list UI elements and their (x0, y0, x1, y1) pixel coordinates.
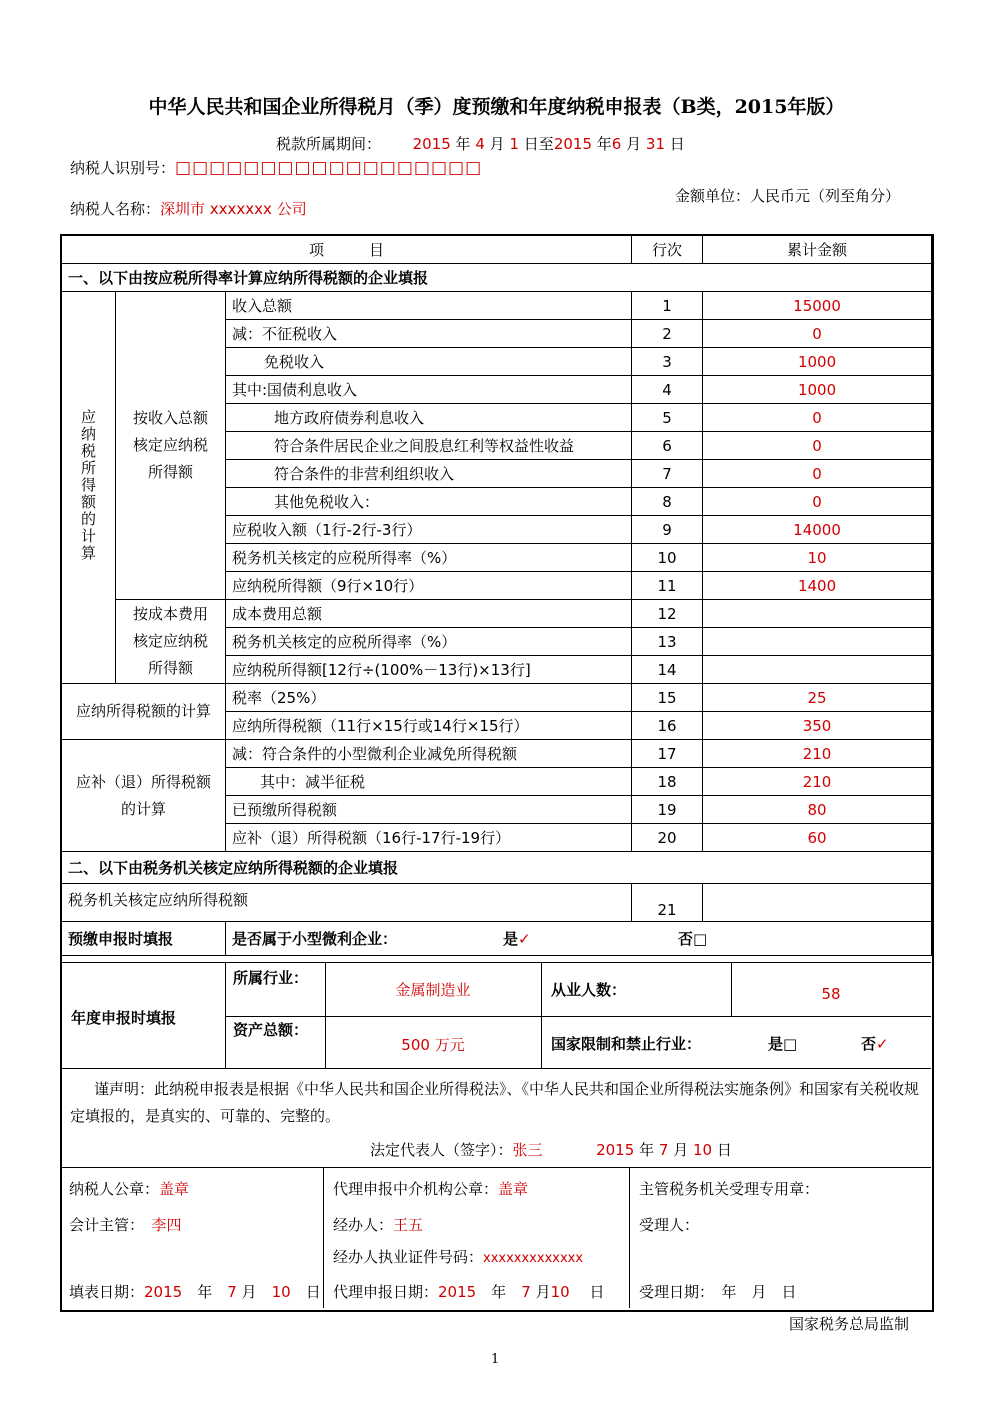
fill-date: 填表日期：2015 年 7 月 10 日 (69, 1283, 321, 1301)
amount-cell[interactable]: 1400 (703, 572, 932, 600)
industry-value[interactable]: 金属制造业 (395, 981, 471, 999)
row-label: 税务机关核定应纳所得税额 (62, 884, 632, 922)
table-row: 税务机关核定的应税所得率（%） 10 10 (62, 544, 932, 572)
row-label: 其中：减半征税 (226, 768, 632, 796)
table-row: 其中：减半征税 18 210 (62, 768, 932, 796)
amount-cell[interactable]: 0 (703, 488, 932, 516)
signature-section (61, 1167, 931, 1308)
sub-cost: 按成本费用核定应纳税所得额 (116, 600, 226, 684)
row-label: 减：不征税收入 (226, 320, 632, 348)
handler: 经办人：王五 (333, 1216, 424, 1234)
amount-cell[interactable] (703, 884, 932, 922)
table-row: 地方政府债券利息收入 5 0 (62, 404, 932, 432)
section2-title: 二、以下由税务机关核定应纳所得税额的企业填报 (62, 852, 932, 884)
assets-value[interactable]: 500 万元 (401, 1036, 465, 1054)
assets-label: 资产总额： (233, 1021, 309, 1039)
table-row: 符合条件的非营利组织收入 7 0 (62, 460, 932, 488)
accountant: 会计主管： 李四 (69, 1216, 182, 1234)
row-label: 减：符合条件的小型微利企业减免所得税额 (226, 740, 632, 768)
table-row: 其中:国债利息收入 4 1000 (62, 376, 932, 404)
check-icon: ✓ (518, 930, 531, 948)
supervision-note: 国家税务总局监制 (789, 1315, 910, 1333)
declaration-table (61, 235, 932, 956)
header-item: 项 目 (62, 236, 632, 264)
accountant-value[interactable]: 李四 (151, 1216, 182, 1234)
row-label: 其中:国债利息收入 (226, 376, 632, 404)
amount-cell[interactable]: 350 (703, 712, 932, 740)
amount-cell[interactable]: 15000 (703, 292, 932, 320)
taxpayer-name: 纳税人名称：深圳市 xxxxxxx 公司 (70, 200, 307, 218)
annual-section (61, 962, 931, 1069)
header-amount: 累计金额 (703, 236, 932, 264)
row-label: 符合条件居民企业之间股息红利等权益性收益 (226, 432, 632, 460)
amount-cell[interactable]: 1000 (703, 348, 932, 376)
group-refund: 应补（退）所得税额的计算 (62, 740, 226, 852)
table-row: 应纳所得税额（11行×15行或14行×15行） 16 350 (62, 712, 932, 740)
small-enterprise-no[interactable]: 否□ (678, 930, 708, 948)
amount-cell[interactable]: 0 (703, 432, 932, 460)
agent-date: 代理申报日期：2015 年 7 月10 日 (333, 1283, 605, 1301)
restricted-yes[interactable]: 是□ (768, 1035, 798, 1053)
row-label: 税务机关核定的应税所得率（%） (226, 628, 632, 656)
legal-rep-signature[interactable]: 张三 (512, 1141, 543, 1159)
section1-title: 一、以下由按应税所得率计算应纳所得税额的企业填报 (62, 264, 932, 292)
row-label: 应纳税所得额[12行÷(100%－13行)×13行] (226, 656, 632, 684)
amount-cell[interactable]: 10 (703, 544, 932, 572)
row-label: 税务机关核定的应税所得率（%） (226, 544, 632, 572)
amount-cell[interactable]: 1000 (703, 376, 932, 404)
table-row: 税务机关核定应纳所得税额 21 (62, 884, 932, 922)
prepay-row: 预缴申报时填报 是否属于小型微利企业： 是✓ 否□ (62, 922, 932, 956)
taxpayer-id-boxes[interactable]: □□□□□□□□□□□□□□□□□□ (175, 158, 483, 178)
table-header (62, 236, 932, 264)
receiver: 受理人： (639, 1216, 700, 1234)
declaration-text: 谨声明：此纳税申报表是根据《中华人民共和国企业所得税法》、《中华人民共和国企业所得税法实施条例》和国家有关税收规定填报的，是真实的、可靠的、完整的。 (70, 1080, 920, 1125)
taxpayer-seal: 纳税人公章：盖章 (69, 1180, 190, 1198)
amount-unit: 金额单位：人民币元（列至角分） (675, 187, 901, 205)
table-row: 其他免税收入： 8 0 (62, 488, 932, 516)
industry-label: 所属行业： (233, 969, 309, 987)
restricted-label: 国家限制和禁止行业： (551, 1035, 702, 1053)
group-calc: 应纳税所得额的计算 (62, 292, 116, 684)
amount-cell[interactable] (703, 600, 932, 628)
row-label: 地方政府债券利息收入 (226, 404, 632, 432)
amount-cell[interactable]: 210 (703, 740, 932, 768)
table-row: 应纳税所得额[12行÷(100%－13行)×13行] 14 (62, 656, 932, 684)
amount-cell[interactable] (703, 628, 932, 656)
amount-cell[interactable]: 60 (703, 824, 932, 852)
table-row: 减：不征税收入 2 0 (62, 320, 932, 348)
amount-cell[interactable]: 0 (703, 320, 932, 348)
taxpayer-name-value[interactable]: 深圳市 xxxxxxx 公司 (160, 200, 307, 218)
amount-cell[interactable]: 0 (703, 460, 932, 488)
table-row: 税务机关核定的应税所得率（%） 13 (62, 628, 932, 656)
row-label: 应纳税所得额（9行×10行） (226, 572, 632, 600)
agent-seal-value[interactable]: 盖章 (498, 1180, 529, 1198)
small-enterprise-yes[interactable]: 是✓ (503, 930, 531, 948)
handler-cert: 经办人执业证件号码：xxxxxxxxxxxxx (333, 1248, 584, 1266)
tax-period: 税款所属期间： 2015 年 4 月 1 日至2015 年6 月 31 日 (276, 135, 685, 153)
receive-date: 受理日期： 年 月 日 (639, 1283, 797, 1301)
row-label: 免税收入 (226, 348, 632, 376)
table-row: 符合条件居民企业之间股息红利等权益性收益 6 0 (62, 432, 932, 460)
authority-seal: 主管税务机关受理专用章： (639, 1180, 820, 1198)
row-label: 成本费用总额 (226, 600, 632, 628)
header-row-no: 行次 (632, 236, 703, 264)
table-row: 应补（退）所得税额（16行-17行-19行） 20 60 (62, 824, 932, 852)
row-label: 收入总额 (226, 292, 632, 320)
amount-cell[interactable]: 210 (703, 768, 932, 796)
sub-income: 按收入总额核定应纳税所得额 (116, 292, 226, 600)
row-label: 应补（退）所得税额（16行-17行-19行） (226, 824, 632, 852)
agent-seal: 代理申报中介机构公章：盖章 (333, 1180, 529, 1198)
prepay-label: 预缴申报时填报 (62, 922, 226, 956)
amount-cell[interactable]: 0 (703, 404, 932, 432)
table-row: 应税收入额（1行-2行-3行） 9 14000 (62, 516, 932, 544)
staff-label: 从业人数： (551, 981, 627, 999)
row-label: 应纳所得税额（11行×15行或14行×15行） (226, 712, 632, 740)
handler-cert-value[interactable]: xxxxxxxxxxxxx (483, 1251, 584, 1266)
table-row: 应补（退）所得税额的计算 减：符合条件的小型微利企业减免所得税额 17 210 (62, 740, 932, 768)
amount-cell[interactable]: 25 (703, 684, 932, 712)
row-label: 已预缴所得税额 (226, 796, 632, 824)
amount-cell[interactable]: 14000 (703, 516, 932, 544)
taxpayer-seal-value[interactable]: 盖章 (159, 1180, 190, 1198)
table-row: 应纳税所得额（9行×10行） 11 1400 (62, 572, 932, 600)
amount-cell[interactable] (703, 656, 932, 684)
check-icon: ✓ (876, 1035, 889, 1053)
form-title: 中华人民共和国企业所得税月（季）度预缴和年度纳税申报表（B类，2015年版） (148, 96, 845, 118)
annual-label: 年度申报时填报 (71, 1009, 177, 1027)
group-tax: 应纳所得税额的计算 (62, 684, 226, 740)
row-label: 其他免税收入： (226, 488, 632, 516)
table-row: 应纳税所得额的计算 按收入总额核定应纳税所得额 收入总额 1 15000 (62, 292, 932, 320)
table-row: 应纳所得税额的计算 税率（25%） 15 25 (62, 684, 932, 712)
row-label: 符合条件的非营利组织收入 (226, 460, 632, 488)
table-row: 已预缴所得税额 19 80 (62, 796, 932, 824)
page-number: 1 (491, 1352, 500, 1367)
taxpayer-id: 纳税人识别号：□□□□□□□□□□□□□□□□□□ (70, 158, 483, 178)
staff-value[interactable]: 58 (821, 985, 841, 1003)
table-row: 免税收入 3 1000 (62, 348, 932, 376)
legal-representative: 法定代表人（签字）：张三 2015 年 7 月 10 日 (370, 1141, 732, 1159)
row-label: 应税收入额（1行-2行-3行） (226, 516, 632, 544)
amount-cell[interactable]: 80 (703, 796, 932, 824)
table-row: 按成本费用核定应纳税所得额 成本费用总额 12 (62, 600, 932, 628)
restricted-no[interactable]: 否✓ (861, 1035, 889, 1053)
row-label: 税率（25%） (226, 684, 632, 712)
handler-value[interactable]: 王五 (393, 1216, 424, 1234)
